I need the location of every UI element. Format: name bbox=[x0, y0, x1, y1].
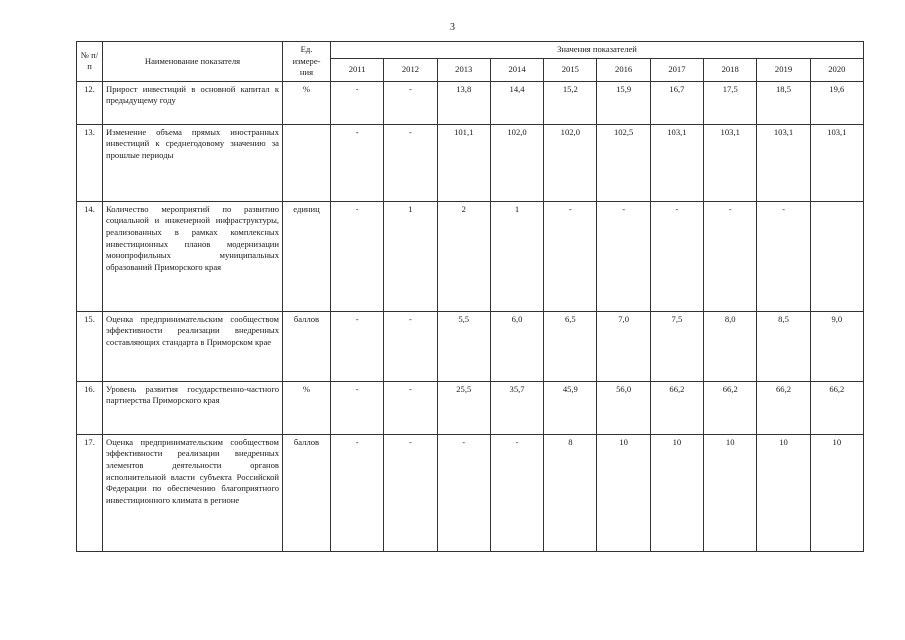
value-cell-2012: - bbox=[384, 381, 437, 434]
value-cell-2017: 7,5 bbox=[650, 311, 703, 381]
table-row bbox=[77, 201, 864, 311]
header-year-2014: 2014 bbox=[490, 58, 543, 81]
unit-cell: баллов bbox=[283, 434, 331, 551]
value-cell-2014: 14,4 bbox=[490, 81, 543, 124]
indicator-name: Уровень развития государственно-частного партнерства Приморского края bbox=[103, 381, 283, 434]
row-number: 16. bbox=[77, 381, 103, 434]
value-cell-2020: 66,2 bbox=[810, 381, 863, 434]
value-cell-2011: - bbox=[331, 311, 384, 381]
indicators-table bbox=[76, 41, 864, 552]
value-cell-2014: 6,0 bbox=[490, 311, 543, 381]
value-cell-2016: 102,5 bbox=[597, 124, 650, 201]
value-cell-2014: 35,7 bbox=[490, 381, 543, 434]
header-unit: Ед. измере-ния bbox=[283, 42, 331, 82]
value-cell-2013: 101,1 bbox=[437, 124, 490, 201]
table-row bbox=[77, 434, 864, 551]
unit-cell bbox=[283, 124, 331, 201]
header-values-group: Значения показателей bbox=[331, 42, 864, 59]
value-cell-2014: 1 bbox=[490, 201, 543, 311]
value-cell-2015: 6,5 bbox=[544, 311, 597, 381]
indicator-name: Оценка предпринимательским сообществом эффективности реализации внедренных элементов деятельности органов исполнительной власти субъекта Российской Федерации по обеспечению благоприятного инвестиционного климата в регионе bbox=[103, 434, 283, 551]
table-row bbox=[77, 381, 864, 434]
value-cell-2016: 10 bbox=[597, 434, 650, 551]
row-number: 13. bbox=[77, 124, 103, 201]
value-cell-2020: 10 bbox=[810, 434, 863, 551]
value-cell-2015: 102,0 bbox=[544, 124, 597, 201]
header-year-2019: 2019 bbox=[757, 58, 810, 81]
value-cell-2013: - bbox=[437, 434, 490, 551]
value-cell-2013: 25,5 bbox=[437, 381, 490, 434]
row-number: 14. bbox=[77, 201, 103, 311]
unit-cell: единиц bbox=[283, 201, 331, 311]
value-cell-2018: - bbox=[704, 201, 757, 311]
table-body bbox=[77, 81, 864, 551]
value-cell-2020 bbox=[810, 201, 863, 311]
value-cell-2016: 7,0 bbox=[597, 311, 650, 381]
value-cell-2018: 103,1 bbox=[704, 124, 757, 201]
value-cell-2019: 103,1 bbox=[757, 124, 810, 201]
unit-cell: % bbox=[283, 81, 331, 124]
table-row bbox=[77, 124, 864, 201]
value-cell-2011: - bbox=[331, 434, 384, 551]
indicator-name: Количество мероприятий по развитию социальной и инженерной инфраструктуры, реализованных в рамках комплексных инвестиционных планов модернизации монопрофильных муниципальных образований Приморского края bbox=[103, 201, 283, 311]
value-cell-2012: - bbox=[384, 81, 437, 124]
header-num: № п/п bbox=[77, 42, 103, 82]
value-cell-2015: 45,9 bbox=[544, 381, 597, 434]
value-cell-2020: 19,6 bbox=[810, 81, 863, 124]
value-cell-2020: 9,0 bbox=[810, 311, 863, 381]
value-cell-2013: 2 bbox=[437, 201, 490, 311]
value-cell-2011: - bbox=[331, 381, 384, 434]
value-cell-2016: - bbox=[597, 201, 650, 311]
table-row bbox=[77, 311, 864, 381]
table-row bbox=[77, 81, 864, 124]
value-cell-2015: 15,2 bbox=[544, 81, 597, 124]
header-year-2017: 2017 bbox=[650, 58, 703, 81]
row-number: 17. bbox=[77, 434, 103, 551]
header-year-2016: 2016 bbox=[597, 58, 650, 81]
page-number: 3 bbox=[450, 22, 455, 33]
value-cell-2011: - bbox=[331, 124, 384, 201]
value-cell-2020: 103,1 bbox=[810, 124, 863, 201]
header-name: Наименование показателя bbox=[103, 42, 283, 82]
value-cell-2011: - bbox=[331, 81, 384, 124]
header-year-2018: 2018 bbox=[704, 58, 757, 81]
value-cell-2018: 66,2 bbox=[704, 381, 757, 434]
header-year-2012: 2012 bbox=[384, 58, 437, 81]
header-year-2015: 2015 bbox=[544, 58, 597, 81]
row-number: 12. bbox=[77, 81, 103, 124]
value-cell-2012: - bbox=[384, 124, 437, 201]
table-header bbox=[77, 42, 864, 82]
value-cell-2019: 18,5 bbox=[757, 81, 810, 124]
indicator-name: Изменение объема прямых иностранных инвестиций к среднегодовому значению за прошлые периоды bbox=[103, 124, 283, 201]
value-cell-2017: 16,7 bbox=[650, 81, 703, 124]
indicator-name: Прирост инвестиций в основной капитал к предыдущему году bbox=[103, 81, 283, 124]
value-cell-2016: 15,9 bbox=[597, 81, 650, 124]
header-year-2020: 2020 bbox=[810, 58, 863, 81]
value-cell-2018: 10 bbox=[704, 434, 757, 551]
value-cell-2012: - bbox=[384, 311, 437, 381]
value-cell-2019: 10 bbox=[757, 434, 810, 551]
value-cell-2012: - bbox=[384, 434, 437, 551]
value-cell-2018: 8,0 bbox=[704, 311, 757, 381]
value-cell-2017: 66,2 bbox=[650, 381, 703, 434]
header-year-2011: 2011 bbox=[331, 58, 384, 81]
value-cell-2019: 66,2 bbox=[757, 381, 810, 434]
value-cell-2015: - bbox=[544, 201, 597, 311]
value-cell-2012: 1 bbox=[384, 201, 437, 311]
value-cell-2014: - bbox=[490, 434, 543, 551]
value-cell-2019: 8,5 bbox=[757, 311, 810, 381]
value-cell-2015: 8 bbox=[544, 434, 597, 551]
value-cell-2017: 10 bbox=[650, 434, 703, 551]
unit-cell: % bbox=[283, 381, 331, 434]
value-cell-2011: - bbox=[331, 201, 384, 311]
row-number: 15. bbox=[77, 311, 103, 381]
value-cell-2013: 5,5 bbox=[437, 311, 490, 381]
value-cell-2018: 17,5 bbox=[704, 81, 757, 124]
value-cell-2014: 102,0 bbox=[490, 124, 543, 201]
unit-cell: баллов bbox=[283, 311, 331, 381]
value-cell-2013: 13,8 bbox=[437, 81, 490, 124]
value-cell-2017: 103,1 bbox=[650, 124, 703, 201]
indicator-name: Оценка предпринимательским сообществом эффективности реализации внедренных составляющих стандарта в Приморском крае bbox=[103, 311, 283, 381]
value-cell-2017: - bbox=[650, 201, 703, 311]
value-cell-2016: 56,0 bbox=[597, 381, 650, 434]
value-cell-2019: - bbox=[757, 201, 810, 311]
header-year-2013: 2013 bbox=[437, 58, 490, 81]
